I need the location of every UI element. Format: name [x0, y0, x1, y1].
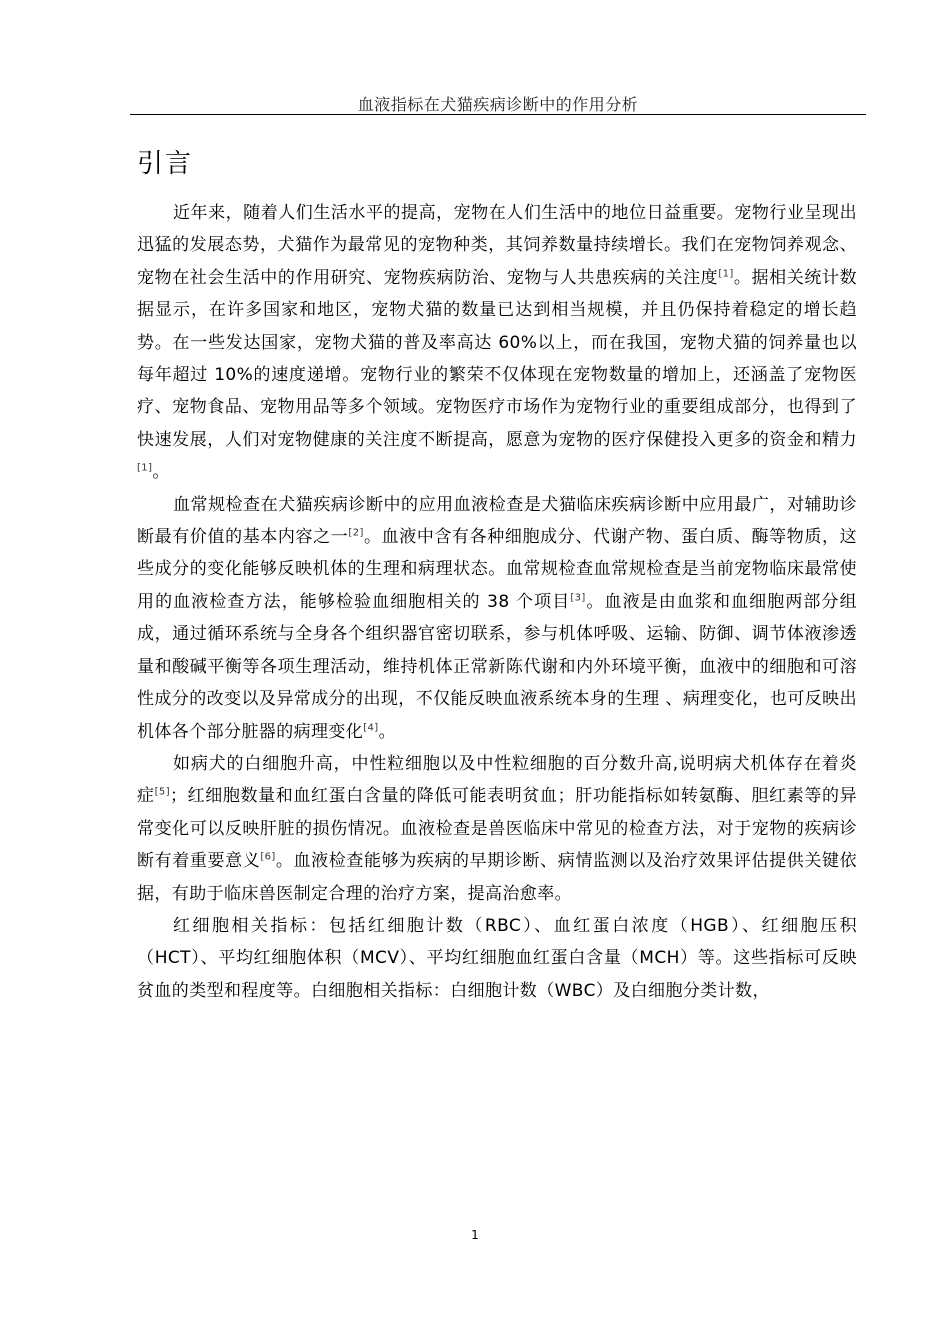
- citation-marker: [5]: [154, 786, 170, 798]
- body-paragraph: [137, 197, 857, 489]
- paragraph-text: 。血液是由血浆和血细胞两部分组成，通过循环系统与全身各个组织器官密切联系，参与机体呼吸、运输、防御、调节体液渗透量和酸碱平衡等各项生理活动，维持机体正常新陈代谢和内外环境平衡，血液中的细胞和可溶性成分的改变以及异常成分的出现，不仅能反映血液系统本身的生理 、病理变化，也可反映出机体各个部分脏器的病理变化: [137, 591, 858, 742]
- citation-marker: [1]: [137, 462, 153, 474]
- body-paragraph: [137, 748, 857, 910]
- paragraph-text: 。: [378, 721, 396, 742]
- paragraph-text: 。据相关统计数据显示，在许多国家和地区，宠物犬猫的数量已达到相当规模，并且仍保持着稳定的增长趋势。在一些发达国家，宠物犬猫的普及率高达 60%以上，而在我国，宠物犬猫的饲养量也以每年超过 10%的速度递增。宠物行业的繁荣不仅体现在宠物数量的增加上，还涵盖了宠物医疗、宠物食品、宠物用品等多个领域。宠物医疗市场作为宠物行业的重要组成部分，也得到了快速发展，人们对宠物健康的关注度不断提高，愿意为宠物的医疗保健投入更多的资金和精力: [137, 267, 857, 450]
- citation-marker: [1]: [718, 268, 734, 280]
- body-text: [137, 197, 857, 1007]
- citation-marker: [4]: [363, 721, 379, 733]
- paragraph-text: 红细胞相关指标：包括红细胞计数（RBC）、血红蛋白浓度（HGB）、红细胞压积（HCT）、平均红细胞体积（MCV）、平均红细胞血红蛋白含量（MCH）等。这些指标可反映贫血的类型和程度等。白细胞相关指标：白细胞计数（WBC）及白细胞分类计数，: [137, 915, 857, 1001]
- section-title: 引言: [137, 149, 194, 179]
- running-header: 血液指标在犬猫疾病诊断中的作用分析: [357, 95, 639, 114]
- page-number: 1: [471, 1228, 479, 1242]
- paragraph-text: 。: [152, 462, 170, 483]
- paragraph-text: 近年来，随着人们生活水平的提高，宠物在人们生活中的地位日益重要。宠物行业呈现出迅猛的发展态势，犬猫作为最常见的宠物种类，其饲养数量持续增长。我们在宠物饲养观念、宠物在社会生活中的作用研究、宠物疾病防治、宠物与人共患疾病的关注度: [137, 203, 857, 288]
- paragraph-text: 。血液检查能够为疾病的早期诊断、病情监测以及治疗效果评估提供关键依据，有助于临床兽医制定合理的治疗方案，提高治愈率。: [137, 851, 857, 904]
- paragraph-text: ；红细胞数量和血红蛋白含量的降低可能表明贫血；肝功能指标如转氨酶、胆红素等的异常变化可以反映肝脏的损伤情况。血液检查是兽医临床中常见的检查方法，对于宠物的疾病诊断有着重要意义: [137, 786, 857, 872]
- paragraph-text: 如病犬的白细胞升高，中性粒细胞以及中性粒细胞的百分数升高,说明病犬机体存在着炎症: [137, 753, 857, 807]
- paragraph-text: 。血液中含有各种细胞成分、代谢产物、蛋白质、酶等物质，这些成分的变化能够反映机体的生理和病理状态。血常规检查血常规检查是当前宠物临床最常使用的血液检查方法，能够检验血细胞相关的 38 个项目: [137, 527, 857, 612]
- citation-marker: [6]: [260, 851, 276, 863]
- citation-marker: [3]: [570, 592, 586, 604]
- header-divider: [130, 114, 866, 115]
- citation-marker: [2]: [348, 527, 364, 539]
- body-paragraph: [137, 910, 857, 1007]
- body-paragraph: [137, 489, 857, 748]
- paragraph-text: 血常规检查在犬猫疾病诊断中的应用血液检查是犬猫临床疾病诊断中应用最广，对辅助诊断最有价值的基本内容之一: [137, 494, 857, 548]
